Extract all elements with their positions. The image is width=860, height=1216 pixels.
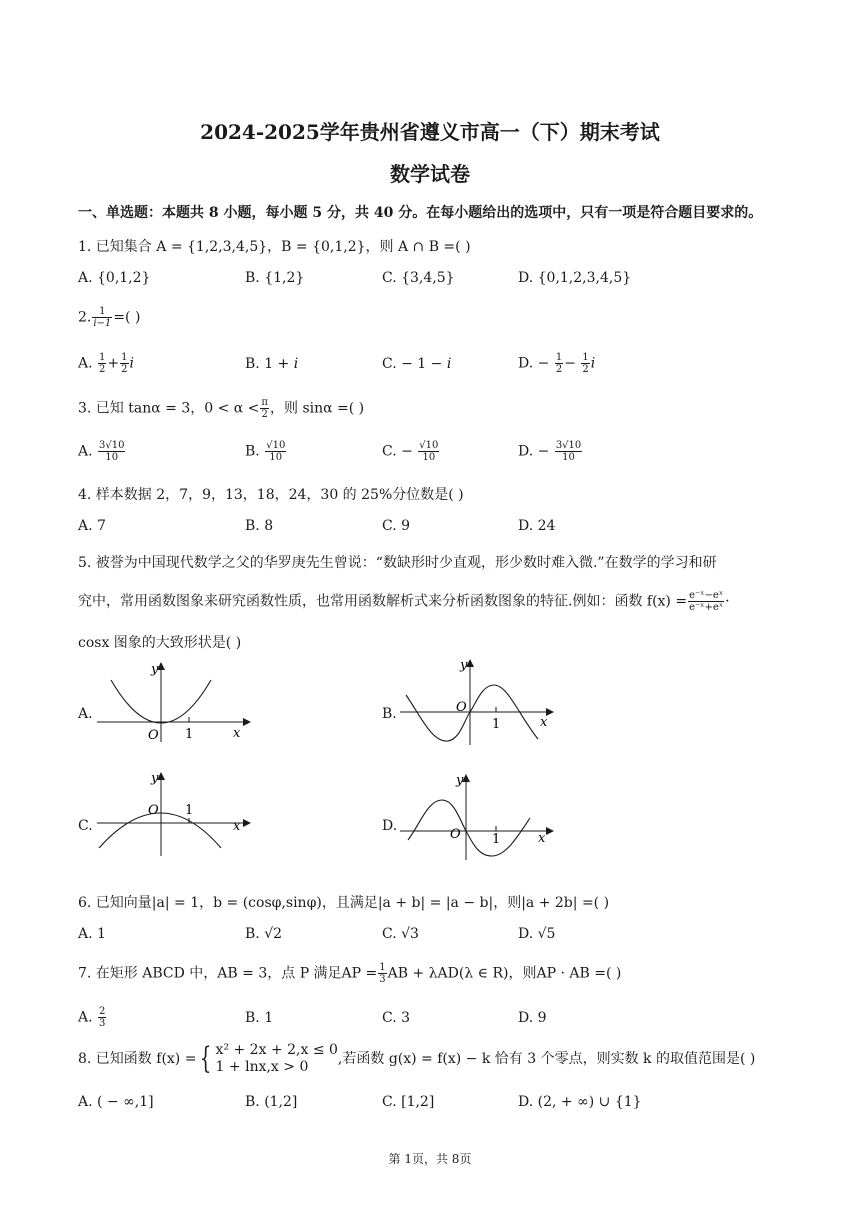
q4-option-c[interactable]: C. 9	[382, 518, 411, 534]
q1-option-a[interactable]: A. {0,1,2}	[78, 270, 151, 286]
q5-stem-line3: cosx 图象的大致形状是( )	[78, 635, 242, 651]
q1-option-b[interactable]: B. {1,2}	[245, 270, 305, 286]
q5-label-b[interactable]: B.	[382, 706, 397, 722]
q5-graph-c[interactable]	[95, 768, 255, 860]
q7-option-c[interactable]: C. 3	[382, 1010, 411, 1026]
q5-graph-b[interactable]	[398, 655, 560, 747]
q8-stem: 8. 已知函数 f(x) = { x² + 2x + 2,x ≤ 0 1 + lnx,x > 0 ,若函数 g(x) = f(x) − k 恰有 3 个零点，则实数 k 的取值范围是( )	[78, 1041, 756, 1076]
q1-stem: 1. 已知集合 A = {1,2,3,4,5}，B = {0,1,2}，则 A ∩ B =( )	[78, 239, 471, 255]
q4-option-a[interactable]: A. 7	[78, 518, 106, 534]
svg-text:1: 1	[185, 803, 194, 818]
page-subtitle: 数学试卷	[390, 162, 470, 186]
svg-text:1: 1	[492, 717, 501, 732]
q2-option-d[interactable]: D. − $\frac{1}{2}$ − $\frac{1}{2}$ i	[518, 352, 596, 375]
q8-option-c[interactable]: C. [1,2]	[382, 1094, 435, 1110]
q6-stem: 6. 已知向量|a| = 1，b = (cosφ,sinφ)，且满足|a + b| = |a − b|，则|a + 2b| =( )	[78, 895, 610, 911]
svg-text:y: y	[460, 658, 468, 673]
q3-option-a[interactable]: A. $\frac{3√10}{10}$	[78, 440, 125, 463]
svg-text:x: x	[233, 819, 241, 834]
svg-text:x: x	[538, 831, 546, 846]
q5-fraction: $\frac{\text{e⁻ˣ−eˣ}}{\text{e⁻ˣ+eˣ}}$	[689, 590, 724, 613]
q5-stem-line2: 究中，常用函数图象来研究函数性质，也常用函数解析式来分析函数图象的特征.例如：函数 f(x) = $\frac{\text{e⁻ˣ−eˣ}}{\text{e⁻ˣ+eˣ}}$ ·	[78, 590, 730, 613]
q5-stem-line1: 5. 被誉为中国现代数学之父的华罗庚先生曾说：“数缺形时少直观，形少数时难入微.”在数学的学习和研	[78, 555, 717, 571]
q7-option-b[interactable]: B. 1	[245, 1010, 274, 1026]
svg-text:1: 1	[492, 832, 501, 847]
q3-option-c[interactable]: C. − $\frac{√10}{10}$	[382, 440, 439, 463]
q2-fraction: $\frac{1}{i-1}$	[93, 306, 112, 329]
section-header: 一、单选题：本题共 8 小题，每小题 5 分，共 40 分。在每小题给出的选项中，只有一项是符合题目要求的。	[78, 205, 763, 221]
svg-text:O: O	[148, 803, 159, 818]
svg-text:x: x	[540, 715, 548, 730]
svg-text:y: y	[456, 773, 464, 788]
q2-option-c[interactable]: C. − 1 − i	[382, 356, 452, 372]
svg-text:O: O	[456, 700, 467, 715]
origin-label: O	[148, 728, 159, 743]
q5-label-c[interactable]: C.	[78, 818, 93, 834]
q2-option-b[interactable]: B. 1 + i	[245, 356, 299, 372]
q3-option-b[interactable]: B. $\frac{√10}{10}$	[245, 440, 286, 463]
svg-text:O: O	[450, 827, 461, 842]
q6-option-d[interactable]: D. √5	[518, 926, 556, 942]
q8-option-b[interactable]: B. (1,2]	[245, 1094, 298, 1110]
q4-option-d[interactable]: D. 24	[518, 518, 556, 534]
q8-option-d[interactable]: D. (2, + ∞) ∪ {1}	[518, 1094, 642, 1110]
q4-stem: 4. 样本数据 2，7，9，13，18，24，30 的 25%分位数是( )	[78, 487, 464, 503]
q6-option-c[interactable]: C. √3	[382, 926, 419, 942]
q2-stem: 2. $\frac{1}{i-1}$ =( )	[78, 306, 141, 329]
q3-stem: 3. 已知 tanα = 3，0 < α < $\frac{\pi}{2}$ ，则 sinα =( )	[78, 397, 365, 420]
q7-stem: 7. 在矩形 ABCD 中，AB = 3，点 P 满足AP = $\frac{1}{3}$ AB + λAD(λ ∈ R)，则AP · AB =( )	[78, 962, 622, 985]
q8-option-a[interactable]: A. ( − ∞,1]	[78, 1094, 154, 1110]
q1-option-c[interactable]: C. {3,4,5}	[382, 270, 455, 286]
page-title: 2024-2025学年贵州省遵义市高一（下）期末考试	[200, 120, 660, 144]
q7-option-d[interactable]: D. 9	[518, 1010, 547, 1026]
q5-label-d[interactable]: D.	[382, 818, 398, 834]
q6-option-a[interactable]: A. 1	[78, 926, 106, 942]
tick-label: 1	[185, 727, 194, 742]
q5-label-a[interactable]: A.	[78, 706, 93, 722]
svg-text:y: y	[151, 771, 159, 786]
q6-option-b[interactable]: B. √2	[245, 926, 283, 942]
page-footer: 第 1页，共 8页	[388, 1152, 472, 1166]
q8-piecewise: x² + 2x + 2,x ≤ 0 1 + lnx,x > 0	[215, 1042, 338, 1075]
q2-option-a[interactable]: A. $\frac{1}{2}$ + $\frac{1}{2}$ i	[78, 352, 134, 375]
q1-option-d[interactable]: D. {0,1,2,3,4,5}	[518, 270, 632, 286]
axis-y-label: y	[151, 662, 159, 677]
q4-option-b[interactable]: B. 8	[245, 518, 274, 534]
q5-graph-d[interactable]	[398, 770, 560, 862]
axis-x-label: x	[233, 726, 241, 741]
q7-option-a[interactable]: A. $\frac{2}{3}$	[78, 1006, 106, 1029]
q3-option-d[interactable]: D. − $\frac{3√10}{10}$	[518, 440, 582, 463]
q5-graph-a[interactable]	[95, 658, 255, 744]
